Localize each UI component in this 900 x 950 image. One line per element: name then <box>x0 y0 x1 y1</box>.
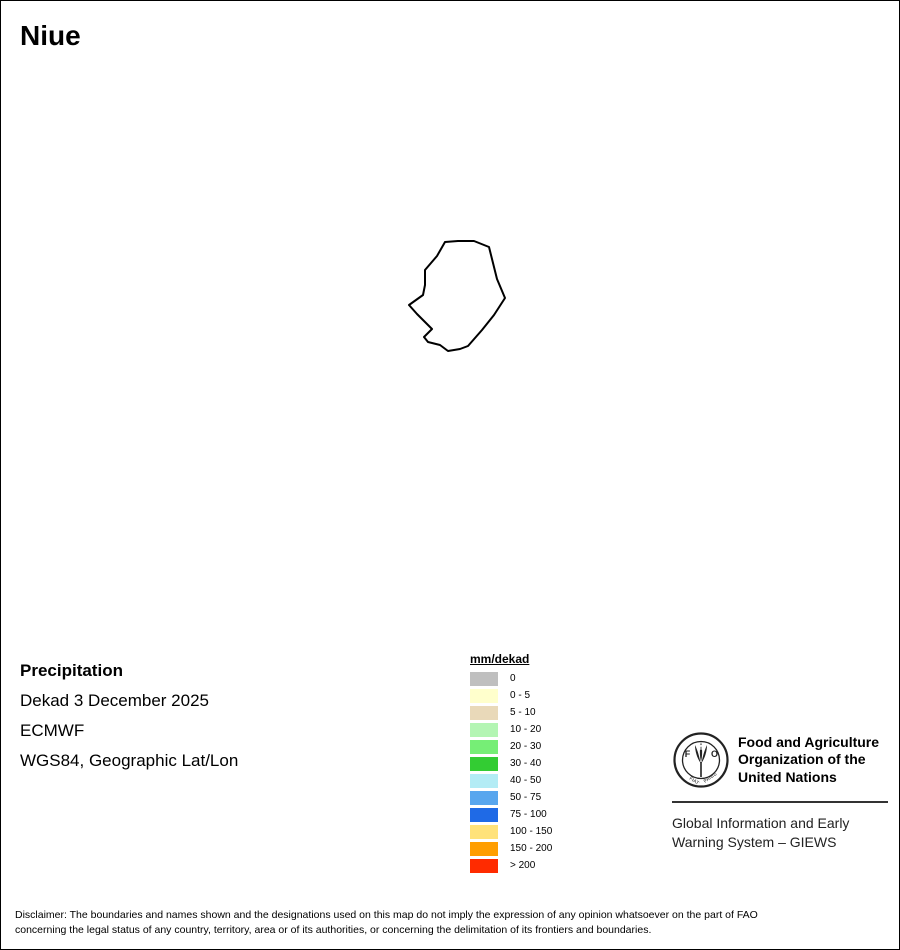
svg-text:PANIS: PANIS <box>702 771 719 785</box>
legend-label: 40 - 50 <box>510 775 542 786</box>
legend-swatch <box>470 757 498 771</box>
fao-name-line2: Organization of the <box>738 751 866 768</box>
legend-rows <box>470 670 552 874</box>
legend-label: 0 <box>510 673 516 684</box>
legend <box>470 652 552 874</box>
disclaimer-line1: Disclaimer: The boundaries and names shown and the designations used on this map do not imply the expression of any opinion whatsoever on the part of FAO <box>15 909 758 921</box>
legend-label: 50 - 75 <box>510 792 542 803</box>
legend-label: 10 - 20 <box>510 724 542 735</box>
giews-line1: Global Information and Early <box>672 815 850 831</box>
legend-swatch <box>470 689 498 703</box>
legend-item <box>470 789 552 806</box>
legend-label: 5 - 10 <box>510 707 536 718</box>
fao-name <box>738 734 879 787</box>
legend-label: 20 - 30 <box>510 741 542 752</box>
svg-text:O: O <box>710 749 719 759</box>
legend-item <box>470 857 552 874</box>
layer-title: Precipitation <box>20 661 123 680</box>
legend-swatch <box>470 672 498 686</box>
giews-line2: Warning System – GIEWS <box>672 833 837 850</box>
fao-logo-icon <box>672 731 730 789</box>
legend-item <box>470 823 552 840</box>
legend-swatch <box>470 791 498 805</box>
legend-swatch <box>470 740 498 754</box>
legend-swatch <box>470 808 498 822</box>
period-label: Dekad 3 December 2025 <box>20 691 210 710</box>
legend-label: 100 - 150 <box>510 826 553 837</box>
projection-label: WGS84, Geographic Lat/Lon <box>20 751 239 770</box>
legend-unit: mm/dekad <box>470 652 530 666</box>
legend-label: 150 - 200 <box>510 843 553 854</box>
legend-swatch <box>470 706 498 720</box>
fao-divider <box>672 801 888 803</box>
legend-swatch <box>470 825 498 839</box>
source-label: ECMWF <box>20 721 85 740</box>
fao-name-line1: Food and Agriculture <box>738 733 880 750</box>
svg-text:FIAT: FIAT <box>687 775 700 787</box>
map-title: Niue <box>20 20 81 51</box>
legend-item <box>470 772 552 789</box>
legend-item <box>470 738 552 755</box>
legend-item <box>470 704 552 721</box>
legend-label: 30 - 40 <box>510 758 542 769</box>
giews-label <box>672 814 888 851</box>
disclaimer-line2: concerning the legal status of any country, territory, area or of its authorities, or concerning the delimitation of its frontiers and boundaries. <box>15 923 652 936</box>
svg-text:F: F <box>684 749 691 759</box>
fao-branding <box>672 730 888 851</box>
fao-name-line3: United Nations <box>738 768 837 785</box>
legend-label: 75 - 100 <box>510 809 547 820</box>
map-metadata <box>20 656 238 776</box>
legend-item <box>470 755 552 772</box>
niue-island-outline <box>409 241 505 351</box>
legend-label: 0 - 5 <box>510 690 531 701</box>
legend-item <box>470 670 552 687</box>
legend-item <box>470 806 552 823</box>
legend-item <box>470 687 552 704</box>
legend-swatch <box>470 842 498 856</box>
legend-item <box>470 721 552 738</box>
legend-swatch <box>470 723 498 737</box>
legend-swatch <box>470 774 498 788</box>
legend-swatch <box>470 859 498 873</box>
disclaimer <box>15 908 885 937</box>
svg-text:A: A <box>698 744 704 753</box>
legend-label: > 200 <box>510 860 536 871</box>
fao-header <box>672 730 888 790</box>
legend-item <box>470 840 552 857</box>
